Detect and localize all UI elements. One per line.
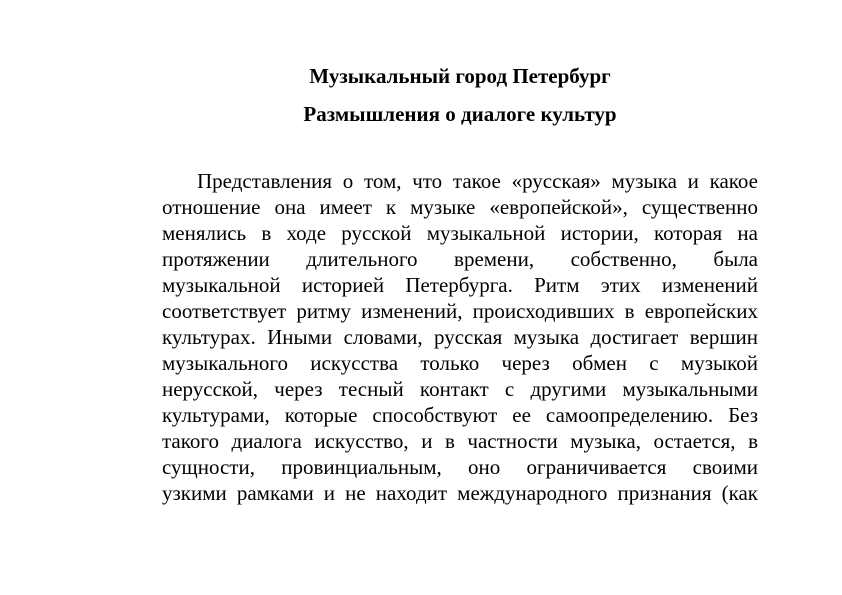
document-subtitle: Размышления о диалоге культур: [303, 102, 617, 126]
paragraph-line: музыкальной историей Петербурга. Ритм этих изменений: [162, 273, 758, 297]
paragraph-line: соответствует ритму изменений, происходивших в европейских: [162, 299, 758, 323]
paragraph-line: музыкального искусства только через обмен с музыкой: [162, 351, 758, 375]
paragraph-line: сущности, провинциальным, оно ограничивается своими: [162, 455, 758, 479]
paragraph-line: узкими рамками и не находит международного признания (как: [162, 481, 758, 505]
paragraph-line: культурах. Иными словами, русская музыка достигает вершин: [162, 325, 758, 349]
paragraph-line: нерусской, через тесный контакт с другими музыкальными: [162, 377, 758, 401]
paragraph-line: менялись в ходе русской музыкальной истории, которая на: [162, 221, 758, 245]
paragraph-line: отношение она имеет к музыке «европейской», существенно: [162, 195, 758, 219]
paragraph-line: Представления о том, что такое «русская» музыка и какое: [197, 169, 758, 193]
body-paragraph: [162, 168, 758, 506]
paragraph-line: такого диалога искусство, и в частности музыка, остается, в: [162, 429, 758, 453]
paragraph-line: протяжении длительного времени, собственно, была: [162, 247, 758, 271]
document-title: Музыкальный город Петербург: [309, 64, 611, 88]
paragraph-line: культурами, которые способствуют ее самоопределению. Без: [162, 403, 758, 427]
